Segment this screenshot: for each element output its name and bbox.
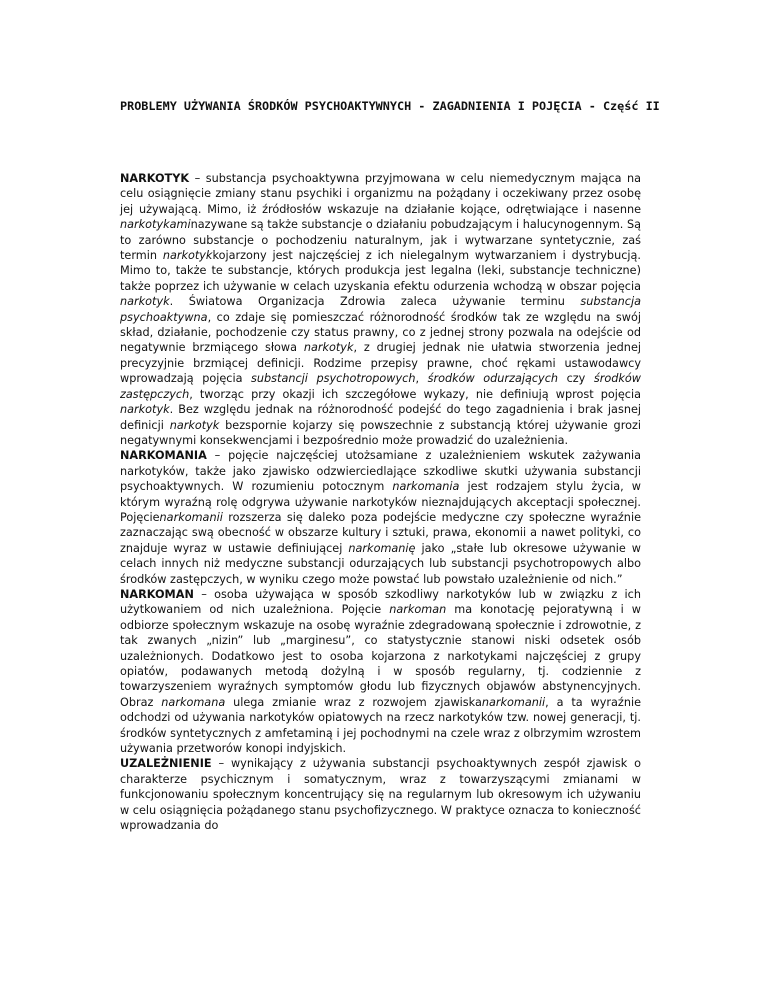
italic-term: narkotyk [169,418,220,432]
text-run: , co zdaje się pomieszczać różnorodność środków tak ze względu na swój skład, działanie, pochodzenie czy status prawny, co z jednej strony pozwala na odejście od negatywnie brzmiącego słowa [120,310,641,355]
italic-term: narkomanię [348,541,416,555]
section-paragraph [120,756,641,833]
text-run: . Bez względu jednak na różnorodność podejść do tego zagadnienia i brak jasnej definicji [120,403,641,432]
text-run: , [415,372,428,386]
section-term: NARKOMAN [120,587,194,601]
text-run: – wynikający z używania substancji psychoaktywnych zespół zjawisk o charakterze psychicznym i somatycznym, wraz z towarzyszącymi zmianami w funkcjonowaniu społecznym koncentrujący się na regularnym lub okresowym ich używaniu w celu osiągnięcia pożądanego stanu psychofizycznego. W praktyce oznacza to konieczność wprowadzania do [120,757,641,833]
text-run: , z drugiej jednak nie ułatwia stworzenia jednej precyzyjnie brzmiącej definicji. Rodzime przepisy prawne, choć rękami ustawodawcy wprowadzają pojęcia [120,341,641,386]
text-run: nazywane są także substancje o działaniu pobudzającym i halucynogennym. Są to zarówno substancje o pochodzeniu naturalnym, jak i wytwarzane syntetycznie, zaś termin [120,218,641,263]
italic-term: narkomanii [159,510,223,524]
italic-term: narkomana [161,695,226,709]
section-paragraph [120,448,641,587]
text-run: bezspornie kojarzy się powszechnie z substancją której używanie grozi negatywnymi konsekwencjami i bezpośrednio może prowadzić do uzależnienia. [120,418,641,447]
document-title: PROBLEMY UŻYWANIA ŚRODKÓW PSYCHOAKTYWNYCH - ZAGADNIENIA I POJĘCIA - Część II [120,99,660,113]
text-run: czy [558,372,594,386]
text-run: kojarzony jest najczęściej z ich nielegalnym wytwarzaniem i dystrybucją. Mimo to, także te substancje, których produkcja jest legalna (leki, substancje techniczne) także poprzez ich używanie w celach uzyskania efektu odurzenia wchodzą w obszar pojęcia [120,249,641,293]
document-body [120,171,641,833]
italic-term: narkoman [389,603,447,617]
text-run: – pojęcie najczęściej utożsamiane z uzależnieniem wskutek zażywania narkotyków, także jako zjawisko odzwierciedlające szkodliwe skutki używania substancji psychoaktywnych. W rozumieniu potocznym [120,449,641,494]
text-run: ma konotację pejoratywną i w odbiorze społecznym wskazuje na osobę wyraźnie zdegradowaną społecznie i zdrowotnie, z tak zwanych „nizin” lub „marginesu”, co statystycznie stanowi niski odsetek osób uzależnionych. Dodatkowo jest to osoba kojarzona z narkotykami najczęściej z grupy opiatów, podawanych metodą dożylną i w sposób regularny, tj. codziennie z towarzyszeniem wyraźnych symptomów głodu lub fizycznych objawów abstynencyjnych. Obraz [120,603,641,709]
text-run: jako „stałe lub okresowe używanie w celach innych niż medyczne substancji odurzających lub substancji psychotropowych albo środków zastępczych, w wyniku czego może powstać lub powstało uzależnienie od nich.” [120,541,641,586]
text-run: – substancja psychoaktywna przyjmowana w celu niemedycznym mająca na celu osiągnięcie zmiany stanu psychiki i organizmu na pożądany i oczekiwany przez osobę jej używającą. Mimo, iż źródłosłów wskazuje na działanie kojące, odrętwiające i nasenne [120,172,641,216]
text-run: jest rodzajem stylu życia, w którym wyraźną rolę odgrywa używanie narkotyków nieznajdujących akceptacji społecznej. Pojęcie [120,480,641,524]
italic-term: narkotyk [120,295,170,309]
italic-term: narkomanii [481,695,546,709]
italic-term: środków zastępczych [120,372,641,401]
text-run: , a ta wyraźnie odchodzi od używania narkotyków opiatowych na rzecz narkotyków tzw. nowej generacji, tj. środków syntetycznych z amfetaminą i jej pochodnymi na czele wraz z olbrzymim wzrostem używania przetworów konopi indyjskich. [120,695,641,756]
section-paragraph [120,171,641,448]
text-run: . Światowa Organizacja Zdrowia zaleca używanie terminu [169,295,581,309]
italic-term: narkomania [392,480,460,494]
italic-term: środków odurzających [427,372,559,386]
text-run: ulega zmianie wraz z rozwojem zjawiska [225,695,482,709]
section-term: UZALEŻNIENIE [120,757,212,771]
text-run: , tworząc przy okazji ich szczegółowe wykazy, nie definiują wprost pojęcia [189,387,641,401]
italic-term: narkotyk [303,341,354,355]
section-term: NARKOTYK [120,172,190,185]
italic-term: narkotykami [120,218,191,232]
section-paragraph [120,587,641,756]
italic-term: narkotyk [162,249,213,263]
italic-term: narkotyk [120,403,170,417]
italic-term: substancja psychoaktywna [120,295,641,324]
section-term: NARKOMANIA [120,449,207,463]
italic-term: substancji psychotropowych [251,372,416,386]
text-run: rozszerza się daleko poza podejście medyczne czy społeczne wyraźnie zaznaczając swą obecność w obszarze kultury i sztuki, prawa, ekonomii a nawet polityki, co znajduje wyraz w ustawie definiującej [120,510,641,555]
text-run: – osoba używająca w sposób szkodliwy narkotyków lub w związku z ich użytkowaniem od nich uzależniona. Pojęcie [120,587,641,617]
